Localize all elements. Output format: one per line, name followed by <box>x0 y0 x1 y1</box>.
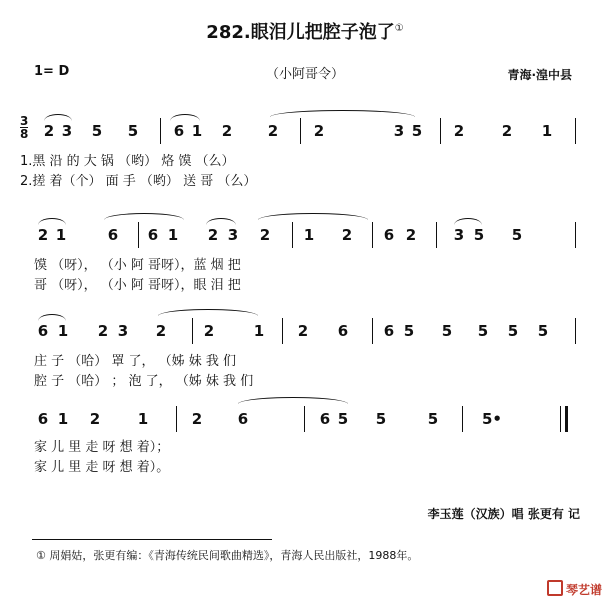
barline <box>560 406 561 432</box>
note: 2 <box>97 322 109 340</box>
note: 2 <box>501 122 513 140</box>
song-title <box>0 18 610 44</box>
note: 5 <box>337 410 349 428</box>
note: 1 <box>167 226 179 244</box>
note: 5 <box>511 226 523 244</box>
slur <box>38 314 66 321</box>
note: 6 <box>37 322 49 340</box>
slur <box>206 218 236 225</box>
note: 2 <box>43 122 55 140</box>
slur <box>454 218 482 225</box>
note: 3 <box>117 322 129 340</box>
note: 6 <box>237 410 249 428</box>
note: 2 <box>203 322 215 340</box>
notes-row-1 <box>20 118 590 144</box>
slur <box>38 218 66 225</box>
slur <box>238 397 348 404</box>
barline <box>282 318 283 344</box>
final-barline <box>565 406 568 432</box>
note: 5 <box>441 322 453 340</box>
note: 1 <box>541 122 553 140</box>
note: 2 <box>453 122 465 140</box>
footnote: ① 周娟姑，张更有编：《青海传统民间歌曲精选》，青海人民出版社，1988年。 <box>36 549 419 562</box>
score-system-1 <box>20 118 590 188</box>
barline <box>176 406 177 432</box>
note: 1 <box>55 226 67 244</box>
note: 6 <box>173 122 185 140</box>
region-label: 青海·湟中县 <box>507 68 572 82</box>
note: 5 <box>507 322 519 340</box>
barline <box>436 222 437 248</box>
note: 5 <box>537 322 549 340</box>
note: 1 <box>57 410 69 428</box>
note: 2 <box>191 410 203 428</box>
barline <box>575 318 576 344</box>
footnote-divider <box>32 539 272 540</box>
note: 2 <box>89 410 101 428</box>
key-signature: 1= D <box>34 64 70 79</box>
watermark-logo-icon <box>547 580 563 596</box>
time-sig-top: 3 <box>20 114 29 128</box>
lyric-verse-1: 庄 子 （哈） 罩 了， （姊 妹 我 们 <box>34 354 237 369</box>
note: 6 <box>319 410 331 428</box>
note: 5 <box>375 410 387 428</box>
lyric-verse-2: 2.搓 着（个） 面 手 （哟） 送 哥 （么） <box>20 174 257 189</box>
note: 6 <box>337 322 349 340</box>
lyric-verse-2: 腔 子 （哈） ； 泡 了， （姊 妹 我 们 <box>34 374 254 389</box>
note: 5 <box>91 122 103 140</box>
slur <box>170 114 200 121</box>
watermark-text: 琴艺谱 <box>565 583 602 597</box>
note: 2 <box>297 322 309 340</box>
barline <box>440 118 441 144</box>
note: 5 <box>403 322 415 340</box>
lyric-verse-1: 1.黑 沿 的 大 锅 （哟） 烙 馍 （么） <box>20 154 235 169</box>
barline <box>160 118 161 144</box>
note: 5 <box>473 226 485 244</box>
slur <box>258 213 368 220</box>
note: 2 <box>405 226 417 244</box>
score-system-4 <box>20 406 590 476</box>
barline <box>138 222 139 248</box>
note: 2 <box>341 226 353 244</box>
score-system-2 <box>20 222 590 292</box>
note: 6 <box>37 410 49 428</box>
note: 6 <box>383 322 395 340</box>
note: 1 <box>253 322 265 340</box>
barline <box>372 318 373 344</box>
barline <box>300 118 301 144</box>
note: 6 <box>107 226 119 244</box>
slur <box>158 309 258 316</box>
score-system-3 <box>20 318 590 388</box>
note: 3 <box>393 122 405 140</box>
watermark <box>547 580 602 598</box>
note: 1 <box>137 410 149 428</box>
note: 6 <box>147 226 159 244</box>
slur <box>44 114 72 121</box>
lyric-verse-1: 馍 （呀）， （小 阿 哥呀），蓝 烟 把 <box>34 258 241 273</box>
lyric-verse-2: 家 儿 里 走 呀 想 着）。 <box>34 460 170 475</box>
note: 2 <box>155 322 167 340</box>
barline <box>462 406 463 432</box>
note: 5 <box>127 122 139 140</box>
slur <box>104 213 184 220</box>
note: 5• <box>482 410 503 428</box>
note: 3 <box>227 226 239 244</box>
notes-row-3 <box>20 318 590 344</box>
title-text: 282.眼泪儿把腔子泡了 <box>206 22 395 43</box>
title-footnote-mark: ① <box>394 23 404 34</box>
barline <box>575 118 576 144</box>
notes-row-4 <box>20 406 590 432</box>
note: 2 <box>267 122 279 140</box>
note: 2 <box>207 226 219 244</box>
note: 3 <box>61 122 73 140</box>
note: 2 <box>313 122 325 140</box>
lyric-verse-1: 家 儿 里 走 呀 想 着）； <box>34 440 170 455</box>
note: 5 <box>411 122 423 140</box>
note: 2 <box>259 226 271 244</box>
slur <box>270 110 415 117</box>
note: 3 <box>453 226 465 244</box>
credits: 李玉莲（汉族）唱 张更有 记 <box>427 507 580 521</box>
note: 1 <box>57 322 69 340</box>
barline <box>292 222 293 248</box>
note: 5 <box>477 322 489 340</box>
note: 5 <box>427 410 439 428</box>
lyric-verse-2: 哥 （呀）， （小 阿 哥呀），眼 泪 把 <box>34 278 241 293</box>
time-sig-bottom: 8 <box>20 127 29 141</box>
barline <box>575 222 576 248</box>
note: 2 <box>221 122 233 140</box>
barline <box>304 406 305 432</box>
note: 2 <box>37 226 49 244</box>
barline <box>372 222 373 248</box>
notes-row-2 <box>20 222 590 248</box>
note: 6 <box>383 226 395 244</box>
note: 1 <box>303 226 315 244</box>
barline <box>192 318 193 344</box>
note: 1 <box>191 122 203 140</box>
subtitle: （小阿哥令） <box>265 67 344 82</box>
